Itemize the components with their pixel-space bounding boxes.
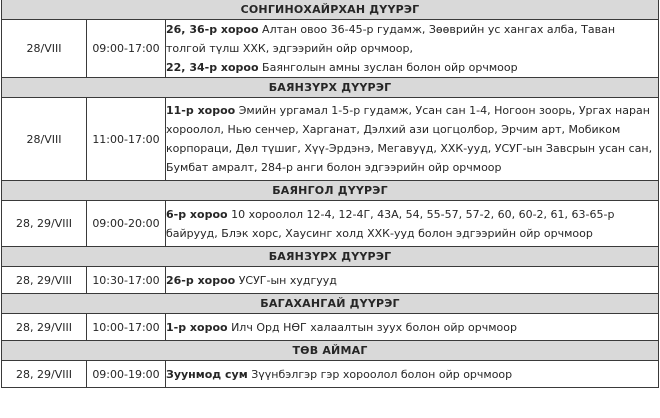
district-header-row xyxy=(2,0,659,20)
description-cell xyxy=(166,267,659,294)
khoroo-label: 1-р хороо xyxy=(166,320,228,334)
description-cell xyxy=(166,361,659,388)
date-cell: 28, 29/VIII xyxy=(2,361,87,388)
location-text: 10 хороолол 12-4, 12-4Г, 43А, 54, 55-57, 57-2, 60, 60-2, 61, 63-65-р байрууд, Блэк хорс, Хаусинг холд ХХК-ууд болон эдгээрийн ойр орчмоор xyxy=(166,207,615,240)
date-cell: 28, 29/VIII xyxy=(2,314,87,341)
time-cell: 09:00-20:00 xyxy=(87,201,166,247)
date-cell: 28/VIII xyxy=(2,20,87,78)
khoroo-label: 6-р хороо xyxy=(166,207,228,221)
location-text: Зүүнбэлгэр гэр хороолол болон ойр орчмоор xyxy=(247,367,513,381)
district-header-row xyxy=(2,78,659,98)
schedule-row xyxy=(2,98,659,181)
schedule-row xyxy=(2,201,659,247)
location-text: Эмийн ургамал 1-5-р гудамж, Усан сан 1-4, Ногоон зоорь, Ургах наран хороолол, Нью сенчер, Харганат, Дэлхий ази цогцолбор, Эрчим арт, Мобиком корпораци, Дөл түшиг, Хүү-Эрдэнэ, Мегавуүд, ХХК-ууд, УСУГ-ын Завсрын усан сан, Бумбат амралт, 284-р анги болон эдгээрийн ойр орчмоор xyxy=(166,104,653,174)
khoroo-label: 11-р хороо xyxy=(166,104,236,117)
description-cell xyxy=(166,314,659,341)
khoroo-label: 22, 34-р хороо xyxy=(166,61,259,74)
district-header-row xyxy=(2,341,659,361)
khoroo-label: 26, 36-р хороо xyxy=(166,23,259,36)
location-text: Алтан овоо 36-45-р гудамж, Зөөврийн ус хангах алба, Таван толгой түлш ХХК, эдгээрийн ойр орчмоор, xyxy=(166,23,616,55)
district-title: СОНГИНОХАЙРХАН ДҮҮРЭГ xyxy=(2,0,659,20)
district-header-row xyxy=(2,294,659,314)
time-cell: 11:00-17:00 xyxy=(87,98,166,181)
date-cell: 28, 29/VIII xyxy=(2,267,87,294)
date-cell: 28, 29/VIII xyxy=(2,201,87,247)
description-cell xyxy=(166,20,659,78)
date-cell: 28/VIII xyxy=(2,98,87,181)
time-cell: 09:00-19:00 xyxy=(87,361,166,388)
khoroo-label: 26-р хороо xyxy=(166,273,236,287)
schedule-row xyxy=(2,20,659,78)
district-header-row xyxy=(2,247,659,267)
outage-schedule-table xyxy=(1,0,659,388)
description-cell xyxy=(166,201,659,247)
time-cell: 09:00-17:00 xyxy=(87,20,166,78)
khoroo-label: Зуунмод сум xyxy=(166,367,248,381)
district-title: БАЯНЗҮРХ ДҮҮРЭГ xyxy=(2,78,659,98)
district-title: БАЯНГОЛ ДҮҮРЭГ xyxy=(2,181,659,201)
time-cell: 10:30-17:00 xyxy=(87,267,166,294)
location-text: Илч Орд НӨГ халаалтын зуух болон ойр орчмоор xyxy=(227,320,517,334)
location-text: УСУГ-ын худгууд xyxy=(235,273,337,287)
schedule-row xyxy=(2,314,659,341)
schedule-row xyxy=(2,267,659,294)
district-header-row xyxy=(2,181,659,201)
location-text: Баянголын амны зуслан болон ойр орчмоор xyxy=(258,61,518,74)
district-title: БАЯНЗҮРХ ДҮҮРЭГ xyxy=(2,247,659,267)
district-title: ТӨВ АЙМАГ xyxy=(2,341,659,361)
schedule-row xyxy=(2,361,659,388)
time-cell: 10:00-17:00 xyxy=(87,314,166,341)
district-title: БАГАХАНГАЙ ДҮҮРЭГ xyxy=(2,294,659,314)
description-cell xyxy=(166,98,659,181)
